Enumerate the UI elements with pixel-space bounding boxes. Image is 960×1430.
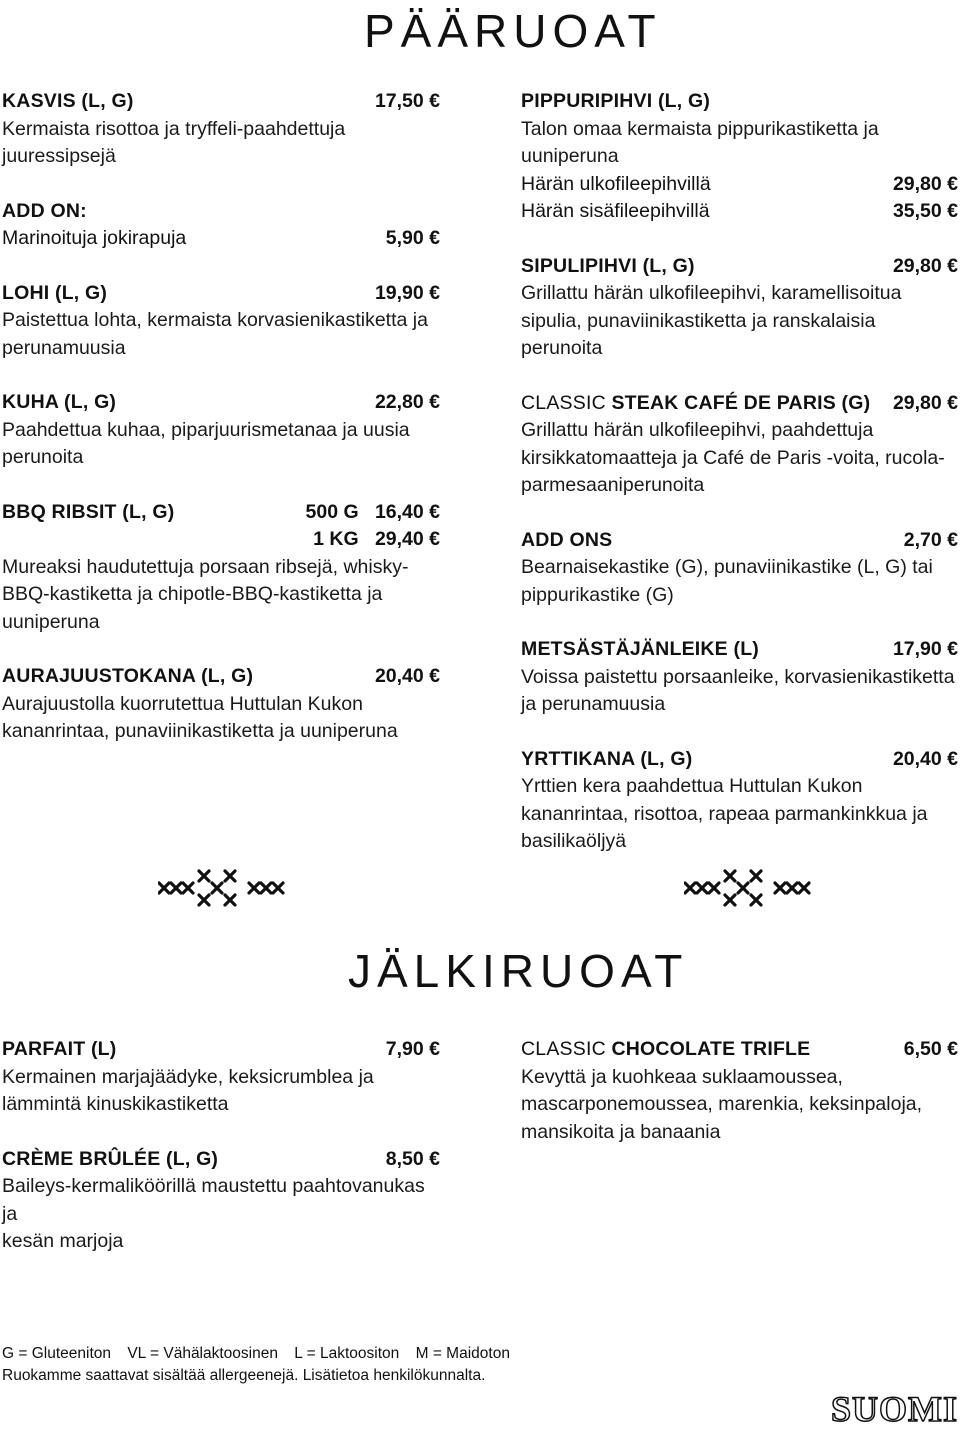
menu-item-description: Grillattu härän ulkofileepihvi, karamellisoitua <box>521 282 902 304</box>
menu-item-description: perunamuusia <box>2 336 126 359</box>
menu-item-name <box>2 198 87 226</box>
menu-item-description: Mureaksi haudutettuja porsaan ribsejä, whisky- <box>2 555 409 578</box>
menu-item-title: SIPULIPIHVI (L, G) <box>521 254 695 277</box>
menu-item-description: pippurikastike (G) <box>521 583 674 606</box>
cross-stitch-mark <box>273 883 283 893</box>
cross-stitch-mark <box>249 883 259 893</box>
menu-item-prefix: CLASSIC <box>521 1038 612 1060</box>
menu-item-description: Voissa paistettu porsaanleike, korvasienikastiketta <box>521 665 955 688</box>
menu-item-description: Kermaista risottoa ja tryffeli-paahdettuja <box>2 117 346 140</box>
menu-item-price: 8,50 € <box>385 1147 440 1170</box>
menu-item-price: 17,50 € <box>374 90 440 112</box>
menu-item <box>2 88 440 171</box>
menu-item-header <box>521 1036 958 1064</box>
menu-item-title: YRTTIKANA (L, G) <box>521 747 693 770</box>
menu-item <box>521 636 958 719</box>
menu-item-description: Baileys-kermaliköörillä maustettu paahtovanukas ja <box>2 1175 425 1225</box>
menu-item <box>521 390 958 500</box>
menu-item <box>2 1146 440 1256</box>
allergen-legend <box>2 1343 522 1365</box>
menu-item-name <box>2 663 253 691</box>
menu-item-description: Yrttien kera paahdettua Huttulan Kukon <box>521 775 863 797</box>
option-price: 35,50 € <box>892 200 958 222</box>
mains-left-column <box>2 88 440 773</box>
cross-stitch-mark <box>709 883 719 893</box>
menu-item-description: Aurajuustolla kuorrutettua Huttulan Kukon <box>2 692 363 715</box>
price-value: 29,40 € <box>374 528 440 550</box>
cross-stitch-mark <box>225 871 235 881</box>
menu-item-description: Kevyttä ja kuohkeaa suklaamoussea, <box>521 1065 843 1088</box>
menu-item <box>521 527 958 610</box>
menu-item-description: Talon omaa kermaista pippurikastiketta ja <box>521 117 879 140</box>
menu-item-name <box>2 1036 117 1064</box>
option-price: 29,80 € <box>892 172 958 195</box>
menu-item-name <box>2 1146 218 1174</box>
cross-stitch-mark <box>212 883 222 893</box>
page-title: PÄÄRUOAT <box>364 5 662 57</box>
menu-item-price: 6,50 € <box>903 1038 958 1060</box>
menu-item-title: PIPPURIPIHVI (L, G) <box>521 90 711 112</box>
desserts-right-column <box>521 1036 958 1173</box>
menu-item-prefix: CLASSIC <box>521 391 612 414</box>
cross-stitch-mark <box>751 895 761 905</box>
cross-stitch-pattern-icon <box>158 866 288 908</box>
menu-item-header <box>521 746 958 774</box>
menu-item-name <box>521 253 695 281</box>
menu-item-price: 19,90 € <box>374 281 440 304</box>
allergen-note: Ruokamme saattavat sisältää allergeenejä. Lisätietoa henkilökunnalta. <box>2 1367 486 1384</box>
option-label: Härän sisäfileepihvillä <box>521 200 710 222</box>
menu-item-description: Bearnaisekastike (G), punaviinikastike (L, G) tai <box>521 556 933 578</box>
menu-item-name <box>521 390 870 418</box>
menu-item-name <box>2 389 116 417</box>
menu-item-title: ADD ON: <box>2 199 87 222</box>
menu-item-price: 20,40 € <box>374 665 440 687</box>
cross-stitch-mark <box>685 883 695 893</box>
menu-item-header <box>2 499 440 527</box>
menu-item-description: uuniperuna <box>521 145 619 167</box>
menu-item-description: mascarponemoussea, marenkia, keksinpaloja, <box>521 1093 923 1115</box>
menu-item-description: lämmintä kinuskikastiketta <box>2 1093 229 1115</box>
menu-item-description: Grillattu härän ulkofileepihvi, paahdettuja <box>521 419 874 441</box>
menu-option <box>521 198 958 226</box>
menu-item-description: uuniperuna <box>2 610 100 633</box>
menu-item-description: kesän marjoja <box>2 1230 124 1252</box>
menu-option <box>521 171 958 199</box>
dessert-section-title: JÄLKIRUOAT <box>348 945 689 997</box>
menu-item-header <box>2 280 440 308</box>
menu-item-name <box>521 88 710 116</box>
menu-item <box>2 663 440 746</box>
menu-item-price: 22,80 € <box>374 391 440 413</box>
option-label: Härän ulkofileepihvillä <box>521 172 711 195</box>
menu-item <box>2 1036 440 1119</box>
menu-item-name <box>2 499 174 527</box>
menu-item-title: METSÄSTÄJÄNLEIKE (L) <box>521 638 759 660</box>
legend-item: M = Maidoton <box>415 1345 510 1362</box>
cross-stitch-mark <box>159 883 169 893</box>
menu-item-price: 2,70 € <box>903 528 958 551</box>
menu-item-description: Paahdettua kuhaa, piparjuurismetanaa ja uusia <box>2 418 410 441</box>
cross-stitch-mark <box>183 883 193 893</box>
menu-item-header <box>521 527 958 555</box>
menu-item-title: LOHI (L, G) <box>2 281 108 304</box>
menu-item-description: ja perunamuusia <box>521 693 666 715</box>
menu-item <box>2 280 440 363</box>
cross-stitch-mark <box>261 883 271 893</box>
menu-item-header <box>2 663 440 691</box>
cross-stitch-mark <box>738 883 748 893</box>
menu-item-title: ADD ONS <box>521 528 613 551</box>
menu-item <box>521 88 958 226</box>
menu-item-description: sipulia, punaviinikastiketta ja ranskalaisia perunoita <box>521 309 876 359</box>
brand-logo: SUOMI <box>830 1389 958 1429</box>
menu-item-description: basilikaöljyä <box>521 830 627 852</box>
legend-item: G = Gluteeniton <box>2 1345 111 1362</box>
cross-stitch-mark <box>751 871 761 881</box>
menu-item <box>2 499 440 637</box>
menu-item-price-row <box>2 526 440 554</box>
menu-item-title: AURAJUUSTOKANA (L, G) <box>2 665 254 687</box>
menu-item-header <box>521 88 958 116</box>
menu-item-header <box>521 253 958 281</box>
cross-stitch-mark <box>199 871 209 881</box>
menu-item-description: juuressipsejä <box>2 145 116 167</box>
cross-stitch-mark <box>799 883 809 893</box>
menu-item-header <box>521 636 958 664</box>
menu-item-header <box>2 1036 440 1064</box>
menu-item-description: kananrintaa, punaviinikastiketta ja uuniperuna <box>2 720 398 742</box>
cross-stitch-mark <box>725 895 735 905</box>
menu-item-price: 20,40 € <box>892 747 958 770</box>
menu-item-description: mansikoita ja banaania <box>521 1120 721 1143</box>
menu-item-header <box>2 1146 440 1174</box>
menu-item-price <box>306 499 440 527</box>
menu-item-description: kananrintaa, risottoa, rapeaa parmankinkkua ja <box>521 802 928 825</box>
legend-item: L = Laktoositon <box>294 1345 400 1362</box>
cross-stitch-mark <box>199 895 209 905</box>
menu-item-description: BBQ-kastiketta ja chipotle-BBQ-kastiketta ja <box>2 583 383 605</box>
menu-item-name <box>2 88 134 116</box>
menu-item-description: Paistettua lohta, kermaista korvasienikastiketta ja <box>2 309 428 331</box>
mains-right-column <box>521 88 958 883</box>
menu-item-header <box>2 198 440 226</box>
menu-item-title: STEAK CAFÉ DE PARIS (G) <box>611 391 871 414</box>
price-value: 16,40 € <box>374 500 440 523</box>
cross-stitch-mark <box>725 871 735 881</box>
legend-item: VL = Vähälaktoosinen <box>127 1345 278 1362</box>
option-label: Marinoituja jokirapuja <box>2 227 187 249</box>
option-price: 5,90 € <box>385 227 440 249</box>
menu-item-name <box>521 527 612 555</box>
menu-item-title: KASVIS (L, G) <box>2 90 134 112</box>
portion-size: 1 KG <box>313 528 359 550</box>
portion-size: 500 G <box>305 500 359 523</box>
cross-stitch-mark <box>775 883 785 893</box>
menu-item-title: CHOCOLATE TRIFLE <box>611 1038 811 1060</box>
menu-item-description: perunoita <box>2 446 84 468</box>
desserts-left-column <box>2 1036 440 1283</box>
cross-stitch-pattern-icon <box>684 866 814 908</box>
menu-item-price: 29,80 € <box>892 391 958 414</box>
menu-item <box>521 746 958 856</box>
menu-item-header <box>2 389 440 417</box>
menu-item-description: parmesaaniperunoita <box>521 474 705 496</box>
menu-item-name <box>521 746 692 774</box>
menu-item-price: 7,90 € <box>385 1038 440 1060</box>
menu-item-title: CRÈME BRÛLÉE (L, G) <box>2 1147 219 1170</box>
menu-item-name <box>521 1036 810 1064</box>
menu-item-description: Kermainen marjajäädyke, keksicrumblea ja <box>2 1065 374 1088</box>
menu-item-title: PARFAIT (L) <box>2 1038 117 1060</box>
menu-item-title: BBQ RIBSIT (L, G) <box>2 500 175 523</box>
menu-item-price: 29,80 € <box>892 254 958 277</box>
cross-stitch-mark <box>787 883 797 893</box>
menu-item-title: KUHA (L, G) <box>2 391 117 413</box>
menu-item-name <box>521 636 759 664</box>
menu-item-header <box>521 390 958 418</box>
menu-option <box>2 225 440 253</box>
menu-item-price: 17,90 € <box>892 638 958 660</box>
menu-item <box>2 198 440 253</box>
cross-stitch-mark <box>697 883 707 893</box>
menu-item-header <box>2 88 440 116</box>
footer <box>2 1343 522 1387</box>
menu-item <box>521 1036 958 1146</box>
menu-item-description: kirsikkatomaatteja ja Café de Paris -voita, rucola- <box>521 446 945 469</box>
menu-item-price <box>313 526 440 554</box>
cross-stitch-mark <box>225 895 235 905</box>
menu-item <box>2 389 440 472</box>
menu-item <box>521 253 958 363</box>
menu-item-name <box>2 280 107 308</box>
cross-stitch-mark <box>171 883 181 893</box>
